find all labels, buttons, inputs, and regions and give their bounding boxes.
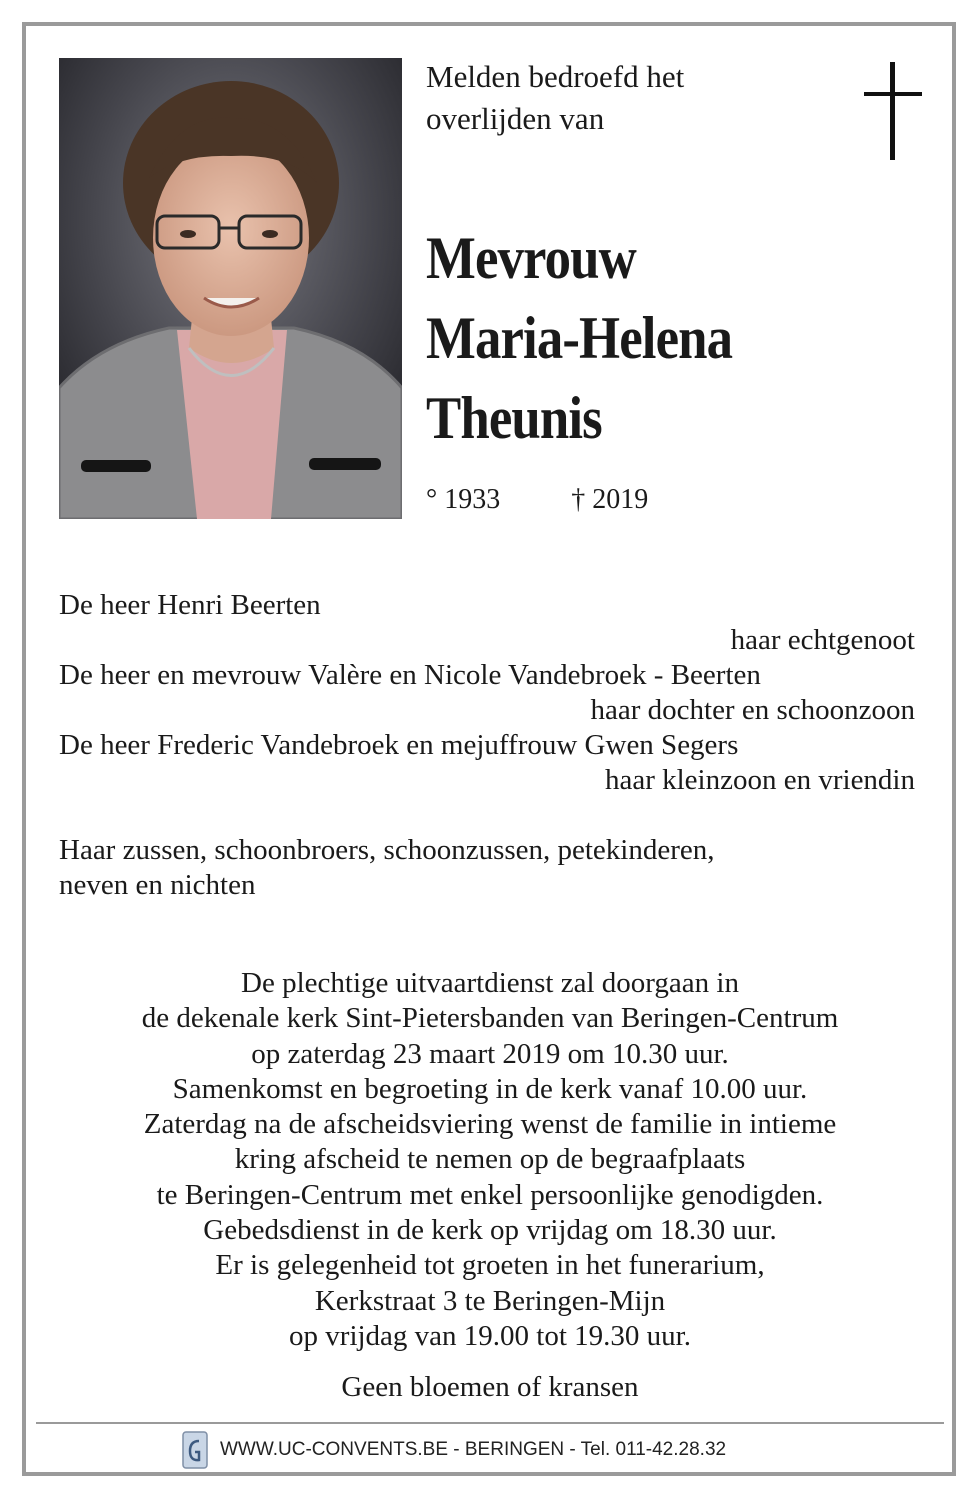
footer-contact[interactable]: WWW.UC-CONVENTS.BE - BERINGEN - Tel. 011-42.28.32 [220, 1439, 727, 1460]
name-title: Mevrouw [426, 225, 636, 291]
portrait-photo [59, 58, 402, 519]
other-relatives [59, 833, 915, 903]
deceased-name [426, 218, 732, 458]
service-line: op vrijdag van 19.00 tot 19.30 uur. [289, 1319, 691, 1352]
service-line: de dekenale kerk Sint-Pietersbanden van Beringen-Centrum [141, 1002, 839, 1035]
name-last: Theunis [426, 385, 602, 451]
relatives-line-2: neven en nichten [59, 869, 256, 901]
announcement-intro [426, 56, 684, 140]
cross-icon [864, 62, 922, 160]
intro-line-1: Melden bedroefd het [426, 59, 685, 94]
service-line: Zaterdag na de afscheidsviering wenst de familie in intieme [143, 1108, 837, 1141]
service-details [40, 966, 940, 1354]
service-line: Er is gelegenheid tot groeten in het funerarium, [215, 1249, 765, 1282]
footer-divider [36, 1422, 944, 1424]
name-first: Maria-Helena [426, 305, 733, 371]
family-relation: haar dochter en schoonzoon [590, 694, 915, 726]
service-line: op zaterdag 23 maart 2019 om 10.30 uur. [251, 1037, 729, 1070]
closing-note: Geen bloemen of kransen [341, 1371, 639, 1403]
family-relation: haar kleinzoon en vriendin [604, 764, 915, 796]
service-line: kring afscheid te nemen op de begraafplaats [234, 1143, 746, 1176]
family-relation: haar echtgenoot [730, 624, 915, 656]
footer [182, 1430, 726, 1470]
funeral-home-logo-icon [182, 1431, 208, 1469]
service-line: Gebedsdienst in de kerk op vrijdag om 18.30 uur. [203, 1214, 777, 1247]
relatives-line-1: Haar zussen, schoonbroers, schoonzussen, petekinderen, [59, 834, 715, 866]
portrait-illustration [59, 58, 402, 519]
service-line: Kerkstraat 3 te Beringen-Mijn [314, 1284, 666, 1317]
family-member: De heer Frederic Vandebroek en mejuffrouw Gwen Segers [59, 729, 739, 761]
service-line: De plechtige uitvaartdienst zal doorgaan in [241, 967, 739, 999]
family-member: De heer Henri Beerten [59, 589, 321, 621]
service-line: Samenkomst en begroeting in de kerk vanaf 10.00 uur. [172, 1072, 808, 1105]
death-year: † 2019 [571, 484, 649, 515]
birth-year: ° 1933 [426, 484, 501, 515]
family-member: De heer en mevrouw Valère en Nicole Vandebroek - Beerten [59, 659, 761, 691]
life-dates [426, 484, 648, 516]
intro-line-2: overlijden van [426, 101, 605, 136]
service-line: te Beringen-Centrum met enkel persoonlijke genodigden. [156, 1178, 824, 1211]
family-list [59, 588, 915, 903]
